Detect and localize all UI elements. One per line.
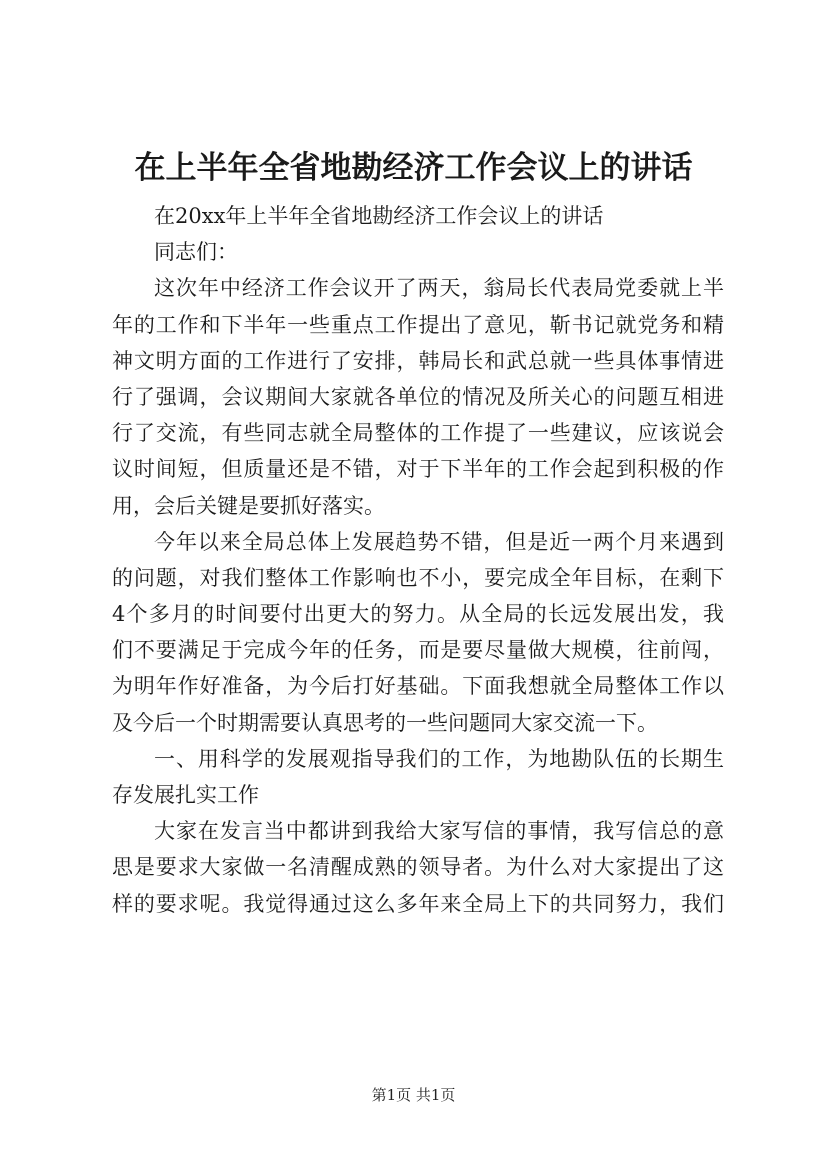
body-line: 年的工作和下半年一些重点工作提出了意见，靳书记就党务和精 — [112, 312, 724, 337]
body-line: 行了交流，有些同志就全局整体的工作提了一些建议，应该说会 — [112, 421, 724, 446]
body-line: 为明年作好准备，为今后打好基础。下面我想就全局整体工作以 — [112, 674, 724, 699]
body-line: 样的要求呢。我觉得通过这么多年来全局上下的共同努力，我们 — [112, 891, 724, 916]
document-body — [112, 198, 724, 922]
page-footer: 第1页 共1页 — [371, 1086, 456, 1104]
body-line: 们不要满足于完成今年的任务，而是要尽量做大规模，往前闯， — [112, 638, 724, 663]
body-line: 大家在发言当中都讲到我给大家写信的事情，我写信总的意 — [154, 819, 724, 844]
body-line: 及今后一个时期需要认真思考的一些问题同大家交流一下。 — [112, 710, 658, 735]
body-line: 行了强调，会议期间大家就各单位的情况及所关心的问题互相进 — [112, 384, 724, 409]
body-line: 议时间短，但质量还是不错，对于下半年的工作会起到积极的作 — [112, 457, 724, 482]
body-line: 的问题，对我们整体工作影响也不小，要完成全年目标，在剩下 — [112, 565, 724, 590]
body-line: 用，会后关键是要抓好落实。 — [112, 493, 385, 518]
body-line: 思是要求大家做一名清醒成熟的领导者。为什么对大家提出了这 — [112, 855, 724, 880]
body-line: 神文明方面的工作进行了安排，韩局长和武总就一些具体事情进 — [112, 348, 724, 373]
document-title: 在上半年全省地勘经济工作会议上的讲话 — [134, 150, 693, 186]
body-line: 同志们： — [154, 240, 238, 265]
body-line: 4个多月的时间要付出更大的努力。从全局的长远发展出发，我 — [112, 602, 724, 627]
body-line: 在20xx年上半年全省地勘经济工作会议上的讲话 — [154, 204, 604, 228]
body-line: 存发展扎实工作 — [112, 783, 259, 807]
body-line: 一、用科学的发展观指导我们的工作，为地勘队伍的长期生 — [154, 746, 724, 771]
body-line: 今年以来全局总体上发展趋势不错，但是近一两个月来遇到 — [154, 529, 724, 554]
body-line: 这次年中经济工作会议开了两天，翁局长代表局党委就上半 — [154, 276, 724, 301]
